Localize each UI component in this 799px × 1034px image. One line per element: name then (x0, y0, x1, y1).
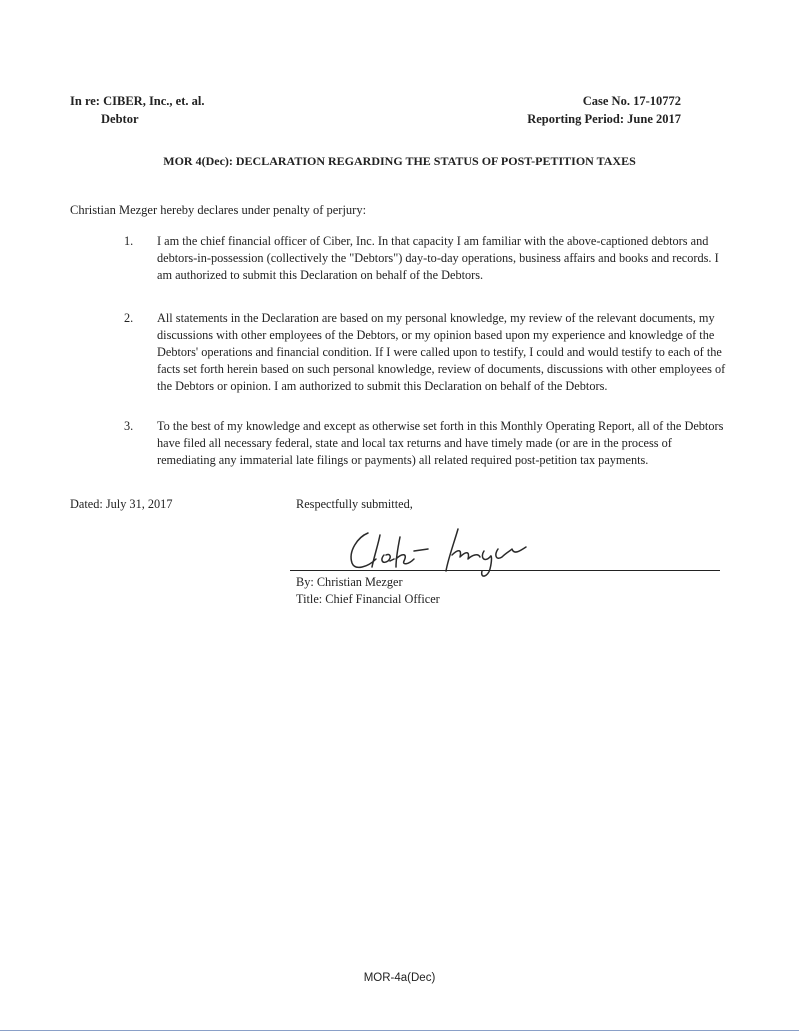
respectfully-submitted: Respectfully submitted, (296, 497, 413, 511)
signer-title: Title: Chief Financial Officer (296, 592, 440, 606)
document-title: MOR 4(Dec): DECLARATION REGARDING THE STATUS OF POST-PETITION TAXES (163, 154, 636, 168)
item-number: 3. (124, 419, 134, 433)
case-info (527, 92, 681, 128)
dated-line: Dated: July 31, 2017 (70, 497, 173, 511)
item-text: To the best of my knowledge and except as otherwise set forth in this Monthly Operating Report, all of the Debtors have filed all necessary federal, state and local tax returns and have timely made (or are in the process of remediating any immaterial late filings or payments) all related required post-petition tax payments. (157, 419, 724, 467)
item-number: 1. (124, 234, 134, 248)
item-number: 2. (124, 311, 134, 325)
intro-statement: Christian Mezger hereby declares under penalty of perjury: (70, 203, 367, 217)
case-caption (70, 92, 205, 128)
reporting-period: Reporting Period: June 2017 (527, 112, 681, 126)
signer-info (296, 574, 440, 608)
item-text: All statements in the Declaration are based on my personal knowledge, my review of the relevant documents, my discussions with other employees of the Debtors, or my opinion based upon my experience and knowledge of the Debtors' operations and financial condition. If I were called upon to testify, I could and would testify to each of the facts set forth herein based on such personal knowledge, review of documents, discussions with other employees of the Debtors or opinion. I am authorized to submit this Declaration on behalf of the Debtors. (157, 311, 726, 393)
debtor-label: Debtor (101, 112, 139, 126)
item-text: I am the chief financial officer of Ciber, Inc. In that capacity I am familiar with the above-captioned debtors and debtors-in-possession (collectively the "Debtors") day-to-day operations, business affairs and books and records. I am authorized to submit this Declaration on behalf of the Debtors. (157, 234, 719, 282)
footer-form-code: MOR-4a(Dec) (363, 972, 436, 984)
bottom-divider (0, 1030, 799, 1031)
in-re-line: In re: CIBER, Inc., et. al. (70, 94, 205, 108)
signature-line (290, 570, 720, 571)
case-number: Case No. 17-10772 (582, 94, 681, 108)
signer-name: By: Christian Mezger (296, 575, 403, 589)
